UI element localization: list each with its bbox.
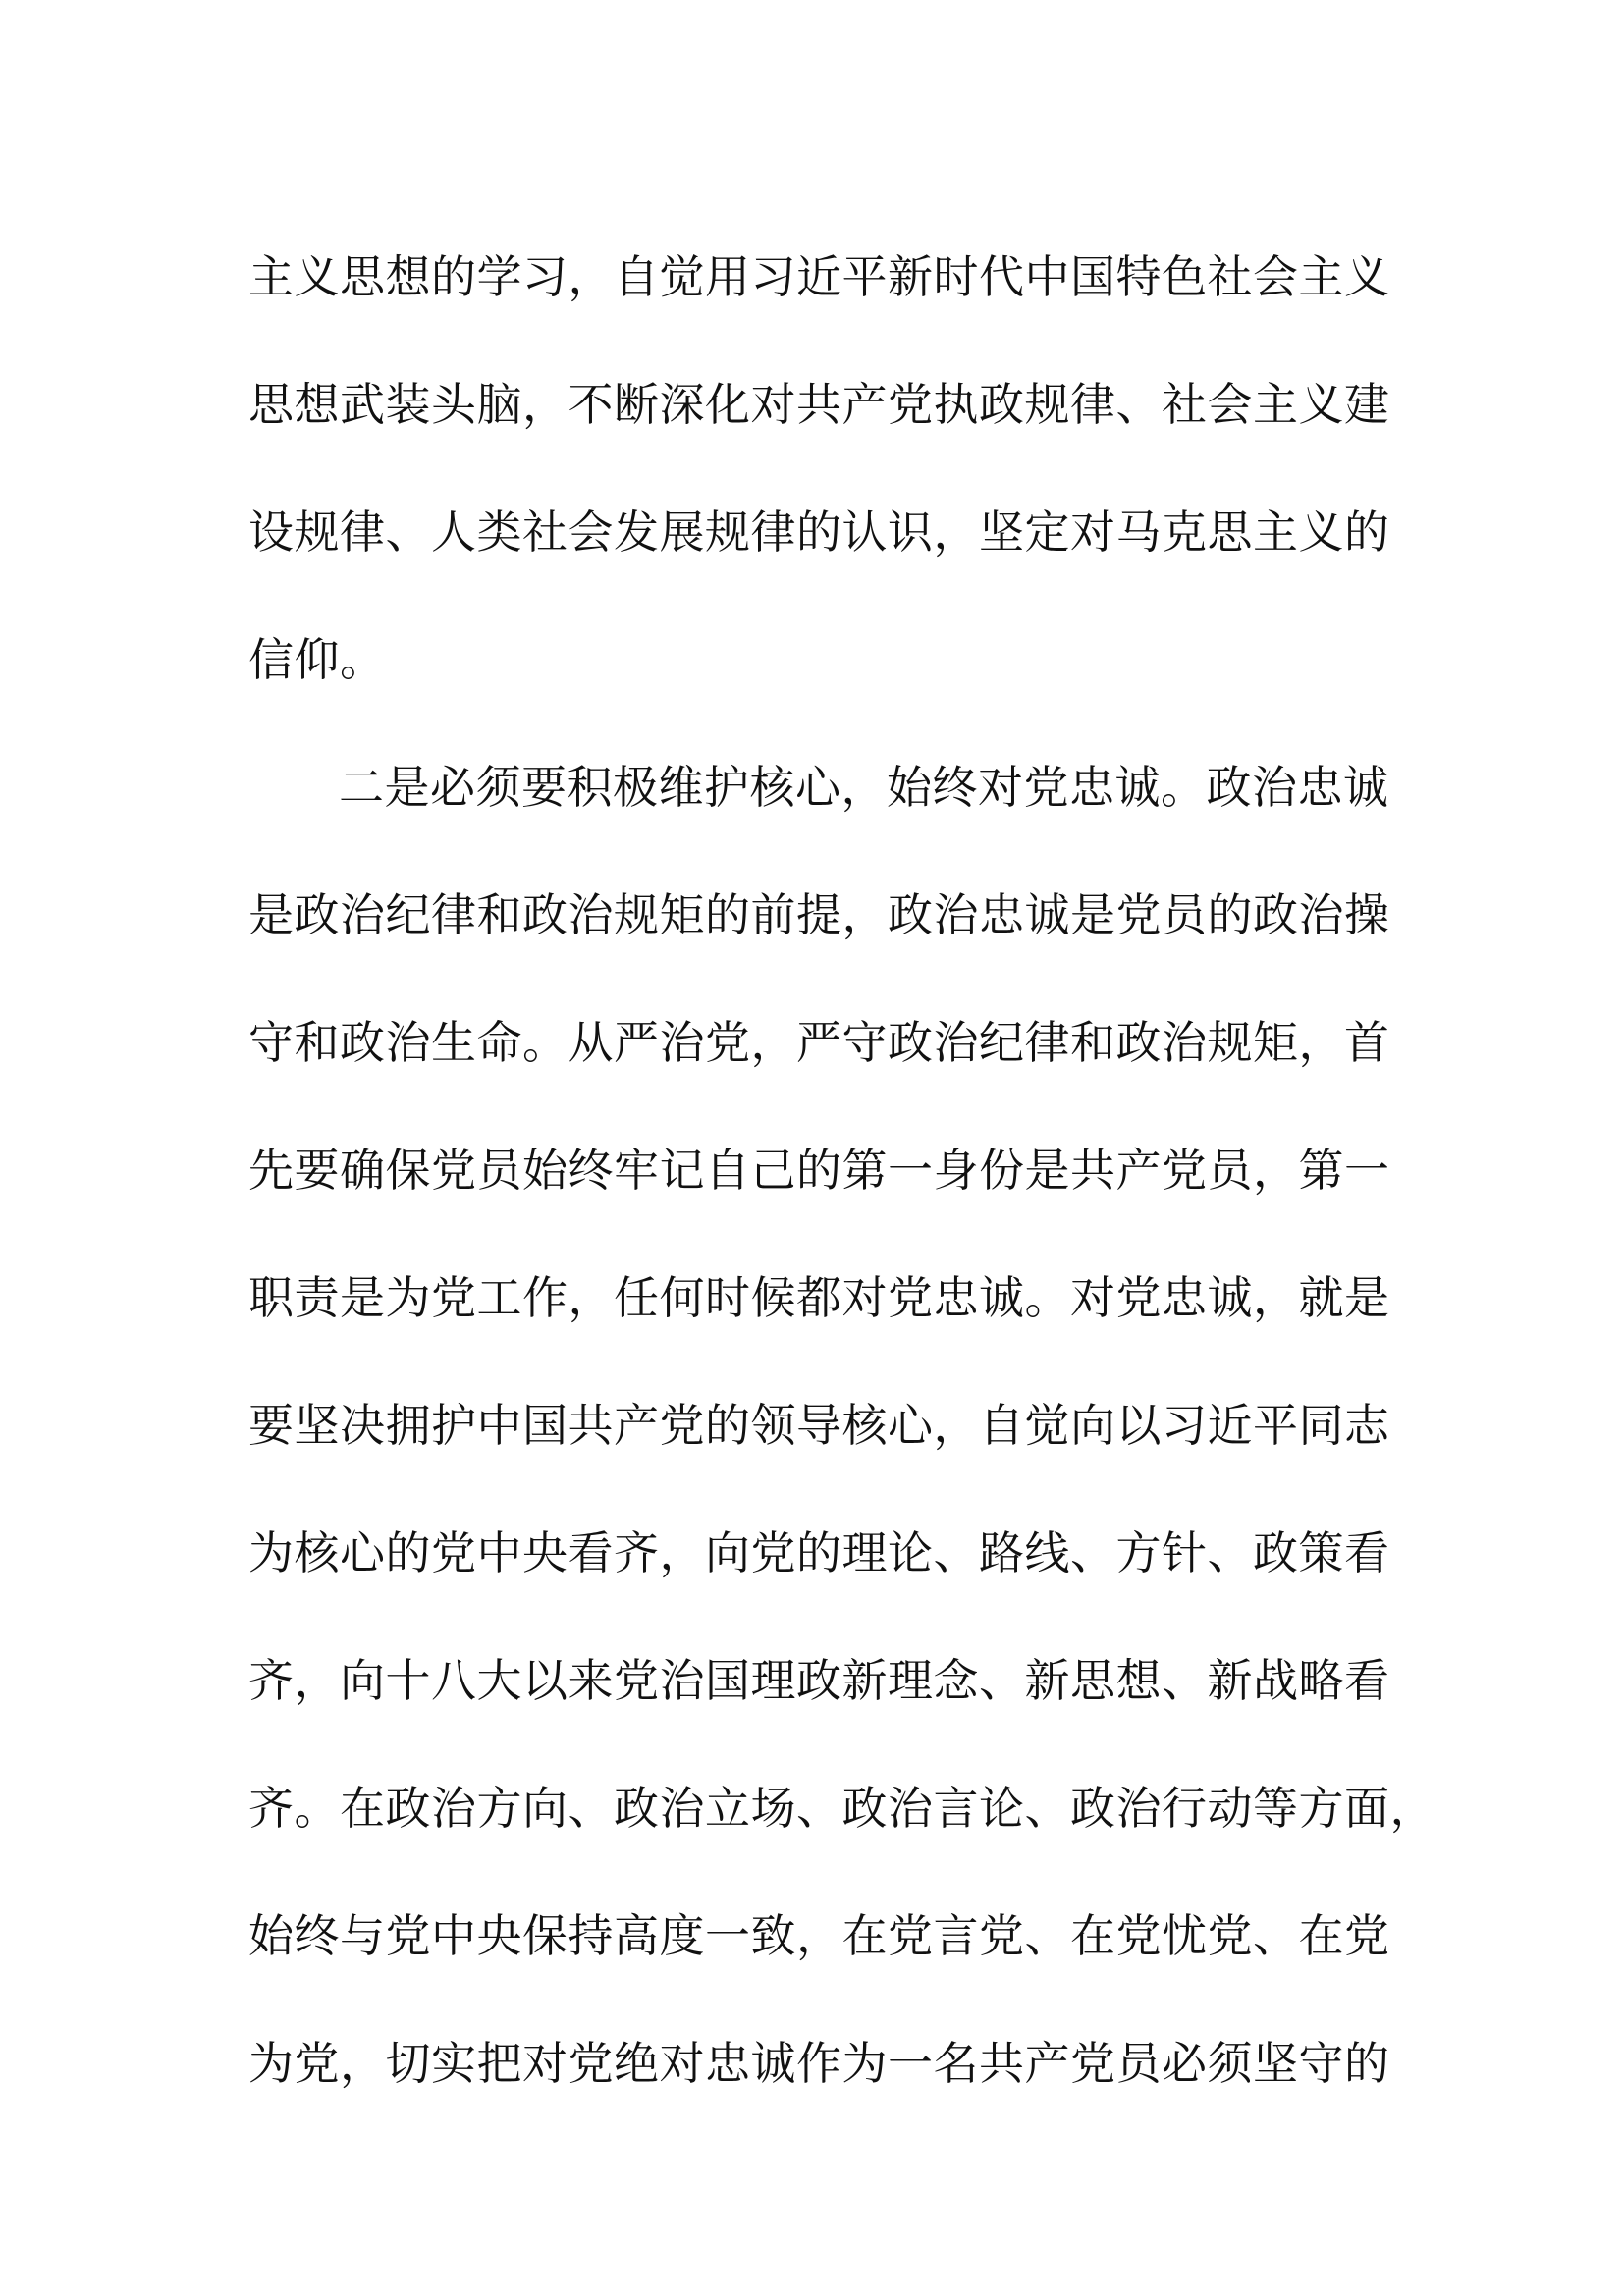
- text-line: 齐，向十八大以来党治国理政新理念、新思想、新战略看: [248, 1654, 1390, 1707]
- text-line: 思想武装头脑，不断深化对共产党执政规律、社会主义建: [248, 378, 1390, 431]
- text-line: 职责是为党工作，任何时候都对党忠诚。对党忠诚，就是: [248, 1271, 1390, 1324]
- body-text: [248, 213, 1435, 2127]
- text-line: 设规律、人类社会发展规律的认识，坚定对马克思主义的: [248, 506, 1390, 559]
- text-line: 信仰。: [248, 633, 386, 686]
- text-line: 是政治纪律和政治规矩的前提，政治忠诚是党员的政治操: [248, 888, 1390, 941]
- text-line: 先要确保党员始终牢记自己的第一身份是共产党员，第一: [248, 1144, 1390, 1197]
- text-line: 主义思想的学习，自觉用习近平新时代中国特色社会主义: [248, 250, 1390, 303]
- text-line: 齐。在政治方向、政治立场、政治言论、政治行动等方面，: [248, 1782, 1435, 1835]
- text-line: 要坚决拥护中国共产党的领导核心，自觉向以习近平同志: [248, 1399, 1390, 1452]
- text-line: 为核心的党中央看齐，向党的理论、路线、方针、政策看: [248, 1526, 1390, 1579]
- text-line: 守和政治生命。从严治党，严守政治纪律和政治规矩，首: [248, 1016, 1390, 1069]
- paragraph-start-line: 二是必须要积极维护核心，始终对党忠诚。政治忠诚: [339, 761, 1389, 814]
- text-line: 始终与党中央保持高度一致，在党言党、在党忧党、在党: [248, 1909, 1390, 1962]
- text-line: 为党，切实把对党绝对忠诚作为一名共产党员必须坚守的: [248, 2037, 1390, 2090]
